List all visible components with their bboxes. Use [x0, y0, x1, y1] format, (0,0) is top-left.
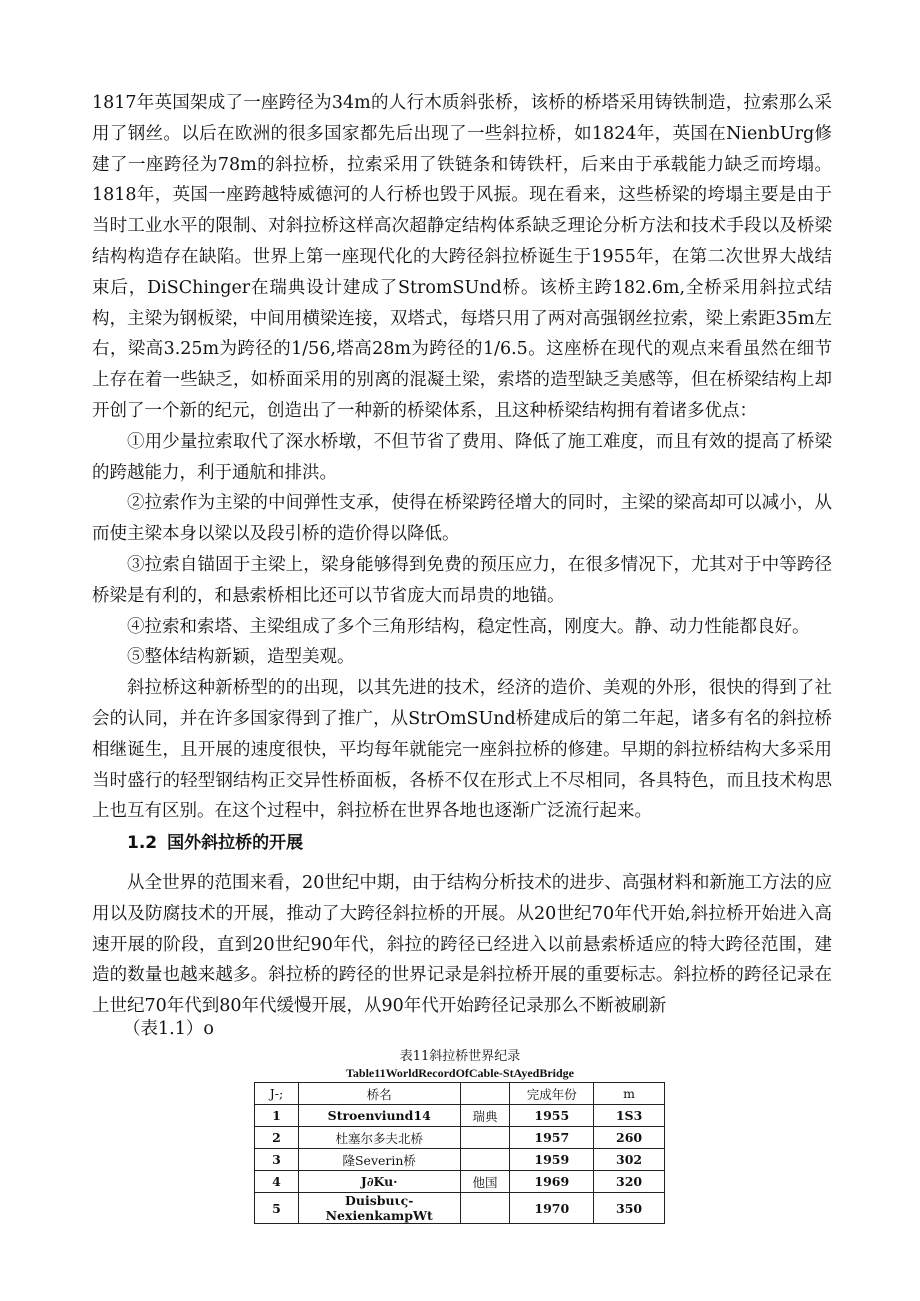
- table-reference: （表1.1）o: [123, 1019, 214, 1039]
- header-rank: J-;: [255, 1083, 299, 1105]
- cell-year: 1957: [510, 1127, 594, 1149]
- cell-rank: 5: [255, 1193, 299, 1224]
- cell-country: [460, 1127, 510, 1149]
- table-caption: 表11斜拉桥世界纪录: [399, 1049, 521, 1064]
- cell-bridge-name: J∂Ku·: [298, 1171, 460, 1193]
- cell-bridge-name: Duisbuις-NexienkampWt: [298, 1193, 460, 1224]
- advantage-3: ③拉索自锚固于主梁上，梁身能够得到免费的预压应力，在很多情况下，尤其对于中等跨径桥梁是有利的，和悬索桥相比还可以节省庞大而昂贵的地锚。: [92, 554, 832, 606]
- header-country: [460, 1083, 510, 1105]
- development-paragraph: 从全世界的范围来看，20世纪中期，由于结构分析技术的进步、高强材料和新施工方法的应用以及防腐技术的开展，推动了大跨径斜拉桥的开展。从20世纪70年代开始,斜拉桥开始进入高速开展的阶段，直到20世纪90年代，斜拉的跨径已经进入以前悬索桥适应的特大跨径范围，建造的数量也越来越多。斜拉桥的跨径的世界记录是斜拉桥开展的重要标志。斜拉桥的跨径记录在上世纪70年代到80年代缓慢开展，从90年代开始跨径记录那么不断被刷新: [92, 873, 832, 1017]
- cell-span: 1S3: [594, 1105, 665, 1127]
- table-row: [255, 1149, 665, 1171]
- cell-bridge-name: 杜塞尔多夫北桥: [298, 1127, 460, 1149]
- header-year: 完成年份: [510, 1083, 594, 1105]
- advantage-2: ②拉索作为主梁的中间弹性支承，使得在桥梁跨径增大的同时，主梁的梁高却可以减小，从而使主梁本身以梁以及段引桥的造价得以降低。: [92, 493, 832, 545]
- table-row: [255, 1127, 665, 1149]
- cell-rank: 2: [255, 1127, 299, 1149]
- advantage-1: ①用少量拉索取代了深水桥墩，不但节省了费用、降低了施工难度，而且有效的提高了桥梁的跨越能力，利于通航和排洪。: [92, 431, 832, 483]
- cell-country: [460, 1193, 510, 1224]
- section-number: 1.2: [127, 833, 158, 853]
- world-record-table: [254, 1082, 665, 1224]
- cell-country: 他国: [460, 1171, 510, 1193]
- advantage-4: ④拉索和索塔、主梁组成了多个三角形结构，稳定性高，刚度大。静、动力性能都良好。: [127, 616, 810, 637]
- intro-paragraph: 1817年英国架成了一座跨径为34m的人行木质斜张桥，该桥的桥塔采用铸铁制造，拉索那么采用了钢丝。以后在欧洲的很多国家都先后出现了一些斜拉桥，如1824年，英国在NienbUrg修建了一座跨径为78m的斜拉桥，拉索采用了铁链条和铸铁杆，后来由于承载能力缺乏而垮塌。1818年，英国一座跨越特威德河的人行桥也毁于风振。现在看来，这些桥梁的垮塌主要是由于当时工业水平的限制、对斜拉桥这样高次超静定结构体系缺乏理论分析方法和技术手段以及桥梁结构构造存在缺陷。世界上第一座现代化的大跨径斜拉桥诞生于1955年，在第二次世界大战结束后，DiSChinger在瑞典设计建成了StromSUnd桥。该桥主跨182.6m,全桥采用斜拉式结构，主梁为钢板梁，中间用横梁连接，双塔式，每塔只用了两对高强钢丝拉索，梁上索距35m左右，梁高3.25m为跨径的1/56,塔高28m为跨径的1/6.5。这座桥在现代的观点来看虽然在细节上存在着一些缺乏，如桥面采用的别离的混凝土梁，索塔的造型缺乏美感等，但在桥梁结构上却开创了一个新的纪元，创造出了一种新的桥梁体系，且这种桥梁结构拥有着诸多优点：: [92, 93, 832, 421]
- cell-year: 1955: [510, 1105, 594, 1127]
- table-row: [255, 1171, 665, 1193]
- cell-bridge-name: 隆Severin桥: [298, 1149, 460, 1171]
- cell-span: 302: [594, 1149, 665, 1171]
- section-title: 国外斜拉桥的开展: [167, 833, 304, 853]
- cell-bridge-name: Stroenviund14: [298, 1105, 460, 1127]
- header-span: m: [594, 1083, 665, 1105]
- header-bridge-name: 桥名: [298, 1083, 460, 1105]
- section-heading: [127, 828, 303, 853]
- table-caption-english: Table11WorldRecordOfCable-StAyedBridge: [346, 1066, 574, 1080]
- cell-rank: 3: [255, 1149, 299, 1171]
- cell-rank: 4: [255, 1171, 299, 1193]
- table-row: [255, 1193, 665, 1224]
- cell-span: 260: [594, 1127, 665, 1149]
- table-header-row: [255, 1083, 665, 1105]
- table-row: [255, 1105, 665, 1127]
- cell-year: 1959: [510, 1149, 594, 1171]
- section-2-text: [92, 868, 832, 1022]
- advantage-5: ⑤整体结构新颖，造型美观。: [127, 647, 355, 668]
- cell-year: 1969: [510, 1171, 594, 1193]
- section-1-text: [92, 88, 832, 827]
- cell-country: 瑞典: [460, 1105, 510, 1127]
- cell-span: 320: [594, 1171, 665, 1193]
- cell-year: 1970: [510, 1193, 594, 1224]
- conclusion-paragraph: 斜拉桥这种新桥型的的出现，以其先进的技术，经济的造价、美观的外形，很快的得到了社会的认同，并在许多国家得到了推广，从StrOmSUnd桥建成后的第二年起，诸多有名的斜拉桥相继诞生，且开展的速度很快，平均每年就能完一座斜拉桥的修建。早期的斜拉桥结构大多采用当时盛行的轻型钢结构正交异性桥面板，各桥不仅在形式上不尽相同，各具特色，而且技术构思上也互有区别。在这个过程中，斜拉桥在世界各地也逐渐广泛流行起来。: [92, 678, 832, 822]
- cell-rank: 1: [255, 1105, 299, 1127]
- cell-country: [460, 1149, 510, 1171]
- cell-span: 350: [594, 1193, 665, 1224]
